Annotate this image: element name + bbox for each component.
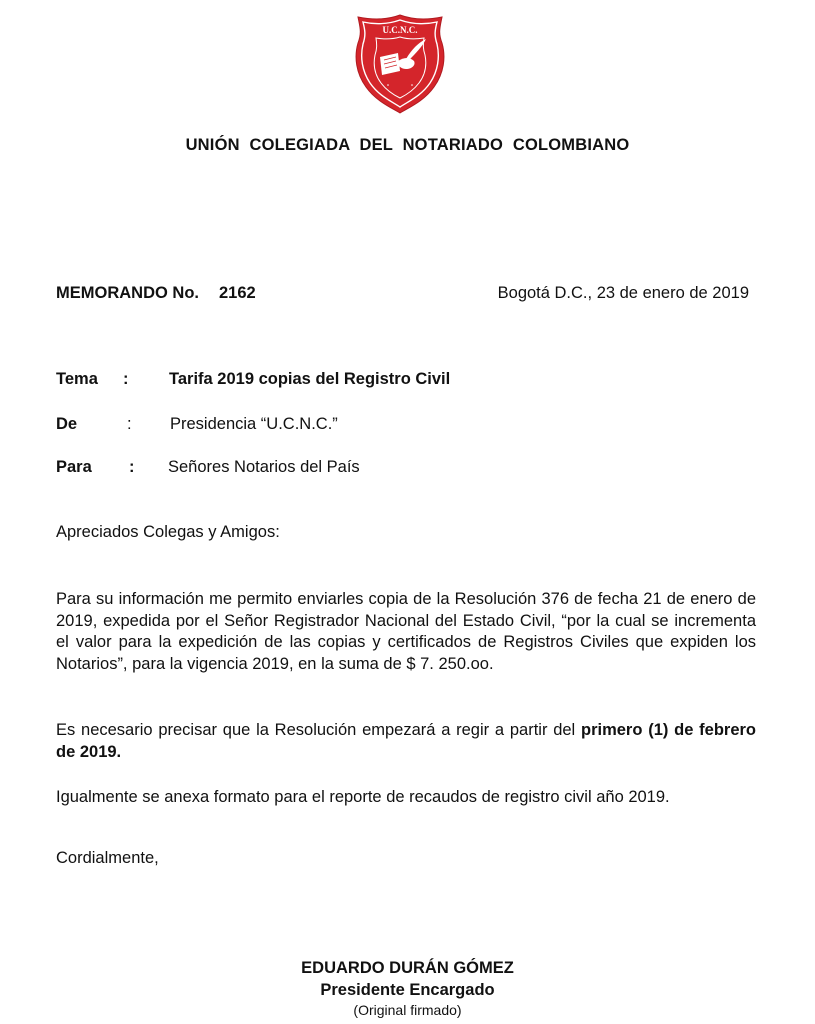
field-para-label: Para — [56, 458, 92, 476]
paragraph-effective-date-text: Es necesario precisar que la Resolución empezará a regir a partir del — [56, 721, 581, 739]
greeting: Apreciados Colegas y Amigos: — [56, 523, 280, 541]
effective-date-bold: primero (1) de febrero de 2019. — [56, 721, 756, 761]
memo-number-value: 2162 — [219, 284, 256, 302]
paragraph-resolution: Para su información me permito enviarles copia de la Resolución 376 de fecha 21 de enero de 2019, expedida por el Señor Registrador Nacional del Estado Civil, “por la cual se incrementa el valor para la expedición de las copias y certificados de Registros Civiles que expiden los Notarios”, para la vigencia 2019, en la suma de $ 7. 250.oo. — [56, 590, 756, 673]
field-tema-label: Tema — [56, 370, 98, 388]
ucnc-shield-logo-icon — [354, 13, 446, 115]
svg-text:U.C.N.C.: U.C.N.C. — [382, 25, 418, 35]
memo-label: MEMORANDO No. — [56, 284, 199, 302]
closing: Cordialmente, — [56, 849, 159, 867]
signature-role: Presidente Encargado — [320, 981, 495, 999]
organization-title: UNIÓN COLEGIADA DEL NOTARIADO COLOMBIANO — [185, 136, 630, 154]
signature-name: EDUARDO DURÁN GÓMEZ — [301, 959, 514, 977]
signature-note: (Original firmado) — [353, 1002, 462, 1018]
field-de-label: De — [56, 415, 78, 433]
field-para-colon: : — [129, 458, 135, 476]
paragraph-annex: Igualmente se anexa formato para el reporte de recaudos de registro civil año 2019. — [56, 788, 670, 806]
paragraph-effective-date — [56, 720, 756, 763]
field-de-colon: : — [127, 415, 132, 433]
field-tema-colon: : — [123, 370, 129, 388]
field-para-value: Señores Notarios del País — [168, 458, 360, 476]
field-de-value: Presidencia “U.C.N.C.” — [170, 415, 338, 433]
memo-number — [56, 284, 256, 303]
field-tema-value: Tarifa 2019 copias del Registro Civil — [169, 370, 451, 388]
memo-place-date: Bogotá D.C., 23 de enero de 2019 — [497, 284, 749, 302]
